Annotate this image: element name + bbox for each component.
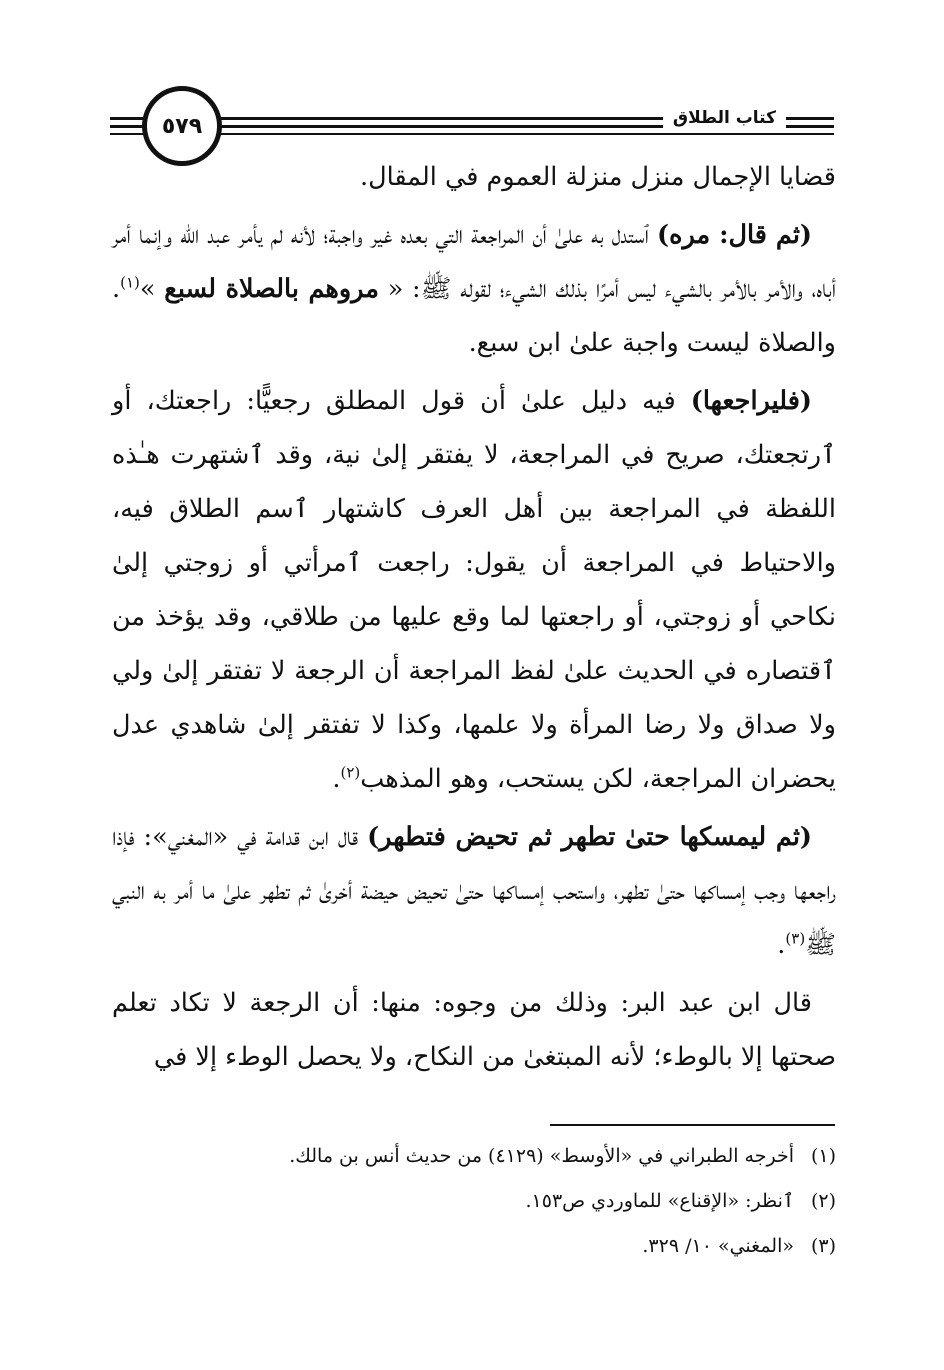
footnote-text: «المغني» ١٠/ ٣٢٩. [642, 1235, 794, 1257]
paragraph [112, 976, 836, 1084]
footnote-ref: (١) [120, 273, 140, 292]
footnote-number: (١) [810, 1145, 836, 1167]
paragraph [112, 150, 836, 204]
footnote-number: (٣) [810, 1235, 836, 1257]
page-number: ٥٧٩ [142, 86, 222, 166]
commentary-lead: (ثم ليمسكها حتىٰ تطهر ثم تحيض فتطهر) [367, 822, 812, 852]
footnote-number: (٢) [810, 1190, 836, 1212]
main-text [112, 150, 836, 1084]
paragraph [112, 374, 836, 806]
commentary-lead: (فليراجعها) [690, 386, 812, 416]
paragraph [112, 810, 836, 972]
paragraph-text: قال ابن عبد البر: وذلك من وجوه: منها: أن الرجعة لا تكاد تعلم صحتها إلا بالوطء؛ لأنه المبتغىٰ من النكاح، ولا يحصل الوطء إلا في [112, 988, 836, 1072]
paragraph-text: قضايا الإجمال منزل منزلة العموم في المقال. [359, 162, 836, 192]
commentary-lead: (ثم قال: مره) [657, 220, 812, 250]
hadith-quote: مروهم بالصلاة لسبع [164, 274, 379, 304]
paragraph-text: قال ابن قدامة في «المغني»: فإذا راجعها وجب إمساكها حتىٰ تطهر، واستحب إمساكها حتىٰ تحيض حيضة أخرىٰ ثم تطهر علىٰ ما أمر به النبي ﷺ [112, 822, 836, 960]
paragraph-text: . والصلاة ليست واجبة علىٰ ابن سبع. [112, 274, 836, 358]
footnote-text: أخرجه الطبراني في «الأوسط» (٤١٢٩) من حديث أنس بن مالك. [289, 1145, 794, 1167]
footnote [112, 1224, 836, 1269]
paragraph-text: فيه دليل علىٰ أن قول المطلق رجعيًّا: راجعتك، أو ٱرتجعتك، صريح في المراجعة، لا يفتقر إلىٰ نية، وقد ٱشتهرت هـٰذه اللفظة في المراجعة بين أهل العرف كاشتهار ٱسم الطلاق فيه، والاحتياط في المراجعة أن يقول: راجعت ٱمرأتي أو زوجتي إلىٰ نكاحي أو زوجتي، أو راجعتها لما وقع عليها من طلاقي، وقد يؤخذ من ٱقتصاره في الحديث علىٰ لفظ المراجعة أن الرجعة لا تفتقر إلىٰ ولي ولا صداق ولا رضا المرأة ولا علمها، وكذا لا تفتقر إلىٰ شاهدي عدل يحضران المراجعة، لكن يستحب، وهو المذهب [112, 386, 836, 794]
footnote-text: ٱنظر: «الإقناع» للماوردي ص١٥٣. [525, 1190, 794, 1212]
footnote [112, 1179, 836, 1224]
footnotes [112, 1134, 836, 1269]
footnote [112, 1134, 836, 1179]
paragraph-end: . [332, 764, 341, 794]
paragraph-text: ٱستدل به علىٰ أن المراجعة التي بعده غير واجبة؛ لأنه لم يأمر عبد الله وإنما أمر أباه، والأمر بالأمر بالشيء ليس أمرًا بذلك الشيء؛ لقوله ﷺ: « [112, 220, 836, 304]
running-title: كتاب الطلاق [663, 106, 786, 130]
footnote-ref: (٣) [785, 929, 806, 948]
paragraph [112, 208, 836, 370]
footnote-separator [550, 1124, 835, 1126]
quote-close: » [139, 274, 165, 304]
paragraph-end: . [777, 930, 786, 960]
footnote-ref: (٢) [340, 763, 361, 782]
